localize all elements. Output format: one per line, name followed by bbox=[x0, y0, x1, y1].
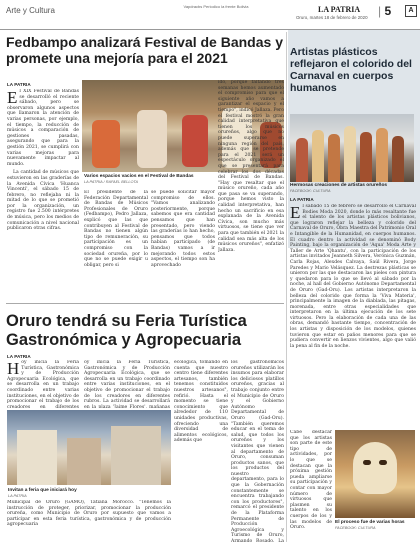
box-col1-text: l sábado 15 de febrero se desarrolló el Carnaval Bodies Moda 2020, donde lo más resaltante fue el talento de los artistas plásticos bolivianos, que lograron reflejar la belleza y colorido del Carnaval de Oruro, Obra Maestra del Patrimonio Oral e Intangible de la Humanidad, en cuerpos humanos. El cuadro dentro la actividad se denominó Body Painting, bajo la organización de 'Aqua' Moda Arte y Taller de Arte 'Qhantu', con la participación de los artistas invitados Jeanneth Silvera, Verónica Guzmán, Carla Rojas, Alexdes Calvaya, Saúl Rivera, Jorge Paredes y Mario Velásquez. La destrezas plásticas se unieron por las que destacaron las pieles con pintura y quedaron para lo que se llevó al sábado por la noche, al hall del Gobierno Autónomo Departamental de Oruro (Gad-Oru). Los artistas interpretaron la belleza del colorido que forma la 'Viva Materia', principalmente la imagen de la diablada, las pitagas, morenada, entre otras especialidades que interpretaron en la última ejecución de los sete virtuosos. Pero la elaboración de cada una de las obras, demandó bastante tiempo, concentración de los artistas y disposición de los modelos, quienes tuvieron que estar en paños menores para que se pudiera convertir en lienzos vivientes, algo que valió la pena al fin de la noche. bbox=[290, 204, 416, 349]
story2-column-1c: Municipal de Oruro (GAMO), Tatiana Morocco. "Tenemos la instrucción de proteger, priorizar, promocionar la producción orureña, como Municipio de Oruro por supuesto que vamos a participar en esta feria turística, gastronómica y de producción agropecuaria bbox=[7, 500, 171, 528]
page-number: | 5 bbox=[378, 4, 392, 18]
section-name: Arte y Cultura bbox=[6, 6, 55, 15]
box-source: LA PATRIA bbox=[290, 197, 314, 202]
story1-source: LA PATRIA bbox=[7, 82, 31, 87]
body-paint-caption bbox=[290, 183, 414, 195]
story1-col1b-text: La cantidad de músicos que estuvieron en las graderías de la Avenida Cívica 'Huanca Vincenti', el sábado 15 de febrero, no reflejaba ni la mitad de lo que se prometió por la organización, un registro fue 2.500 intérpretes de música, pero los medios de comunicación a nivel nacional publicaron otras cifras. bbox=[7, 170, 79, 232]
body-paint-photo bbox=[290, 114, 414, 182]
story1-dropcap: E bbox=[7, 89, 18, 107]
box-headline: Artistas plásticos reflejaron el colorido del Carnaval en cuerpos humanos bbox=[290, 46, 412, 94]
paper-name: LA PATRIA bbox=[318, 5, 361, 14]
center-note: Vapdracbs Periodico la frente Bolivia bbox=[183, 4, 249, 9]
story1-column-3: se puede solicitar mayor compromiso de ellos. "Vamos analizando posteriormente, porque sabemos que era cantidad pensamos que han presentado, pero viendo las graderías lo han hecho, pensamos que todos habían participado (de Bandas) vamos a ir mejorando todos estos aspectos, el tiempo son ha aprovechado bbox=[151, 190, 215, 268]
feria-photo bbox=[7, 410, 171, 485]
caption-title: El proceso fue de varias horas bbox=[335, 520, 405, 525]
story1-column-2: El presidente de la Federación Departamental de Bandas de Músicos Profesionales de Oruro (Fedbampo), Pedro Jallaza, explicó que las que contribuyen al Festival de Bandas no tienen algún tipo de remuneración, su participación es un compromiso con la sociedad orureña, por lo que no se puede exigir u obligar, pero si bbox=[84, 190, 148, 268]
story2-column-1b: oy inicia la Feria Turística, Gastronómica y de Producción Agropecuaria Ecológica, que se desarrolla en un trabajo coordinado entre varias instituciones, en el objetivo de promocionar el trabajo de los creadores en diferentes rubros. La actividad se desarrollará en la plaza 'Jaime Flores', mañanas bbox=[84, 360, 170, 408]
mask-photo-caption bbox=[335, 520, 417, 532]
caption-credit: FACEBOOK: CULTURA bbox=[335, 526, 376, 531]
story2-headline: Oruro tendrá su Feria Turística Gastronómica y Agropecuaria bbox=[6, 312, 247, 349]
box-dropcap: E bbox=[290, 204, 301, 222]
page-header bbox=[0, 0, 420, 30]
story1-col1-text: l XIX Festival de Bandas se desarrolló el reciente sábado, pero se observaron algunos aspectos que llamaron la atención de varias personas, por ejemplo, el tiempo, la reducción de músicos a comparación de gestiones pasadas, asegurando que para la gestión 2021, se cumplirá con varias mejoras para nuevamente impactar al mundo. bbox=[7, 89, 79, 167]
story1-headline: Fedbampo analizará Festival de Bandas y promete una mejoría para el 2021 bbox=[6, 34, 283, 66]
story1-column-4: ido, porque faltando tres semanas hemos aumentado el compromiso para que el siguiente año vamos a garantizar el espacio y el tiempo", indicó Jallaza. Pero el festival mostró la gran calidad interpretativa que tienen los músicos orureños, algo que no puede superarse en ninguna región del país, además que se pretende para el 2021 será un espectáculo organizado el que se presentará para celebrar los dos décadas del Festival de Bandas. "Hay que resaltar que el músico orureño, cada año que pasa se va superando, porque hemos visto la calidad interpretativa, han hecho un sacrificio en esa explanada de la Avenida Cívica, son mucho más virtuosos, se tiene que ver para que también el 2021 la calidad sea más alta de los músicos orureños", enfatizó Jallaza. bbox=[218, 80, 284, 253]
box-column-2: Cabe destacar que los artistas son parte de este tipo de actividades, por lo que se destacan que la próxima gestión pueda ampliarse su participación y contar con mayor número de virtuosos que plasmen su talento en los cuerpos de los y las modelos de Oruro. bbox=[290, 430, 332, 531]
caption-credit: LA PATRIA bbox=[8, 494, 27, 499]
story2-col1-text: oy inicia la Feria Turística, Gastronómica y de Producción Agropecuaria Ecológica, que se desarrolla en un trabajo coordinado entre varias instituciones, en el objetivo de promocionar el trabajo de los creadores en diferentes bbox=[7, 360, 79, 408]
mask-photo bbox=[335, 430, 415, 518]
story1-column-1 bbox=[7, 89, 79, 303]
caption-title: Varios espacios vacíos en el Festival de Bandas bbox=[84, 174, 194, 179]
story2-source: LA PATRIA bbox=[7, 354, 31, 359]
caption-title: Invitan a feria que iniciará hoy bbox=[8, 488, 77, 493]
column-divider bbox=[286, 32, 287, 542]
caption-title: Hermosas creaciones de artistas orureños bbox=[290, 183, 388, 188]
story-separator bbox=[6, 303, 284, 304]
caption-credit: FACEBOOK: CULTURA bbox=[290, 189, 331, 194]
caption-credit: LA PATRIA / RAFAEL BELLOTA bbox=[84, 180, 139, 185]
page-letter: A bbox=[405, 5, 417, 17]
story2-dropcap: H bbox=[7, 360, 20, 378]
story2-column-3: ecológica, tomando en cuenta que nuestro centro tiene diferentes artesanos, también tenemos constituidos nuestros artesanos", refirió. Hasta el momento se tiene conocimiento que alrededor de 110 unidades productivas, ofreciendo una diversidad de alimentos ecológicos, además que bbox=[174, 360, 228, 444]
feria-photo-caption bbox=[8, 488, 172, 500]
box-column-1 bbox=[290, 204, 416, 426]
story2-column-1 bbox=[7, 360, 79, 408]
story2-column-4: los gastronómicos orureños utilizarán los insumos para elaborar los deliciosos platillos orureños, gracias al trabajo conjunto entre el Municipio de Oruro y el Gobierno Autónomo Departamental de Oruro (Gad-Oru). "También queremos educar en el tema de salud, que todos los orureños y los visitantes que vienen al departamento de Oruro, consuman productos sanos, que los productos del nuestro departamento, para lo que la Gobernación constantemente se encuentra trabajando con los productores", remarcó el presidente de la Plataforma Permanente de Producción Agroecológica y Turismo de Oruro, Armando Rosado. La bbox=[231, 360, 284, 542]
paper-date: Oruro, martes 18 de febrero de 2020 bbox=[296, 15, 368, 20]
